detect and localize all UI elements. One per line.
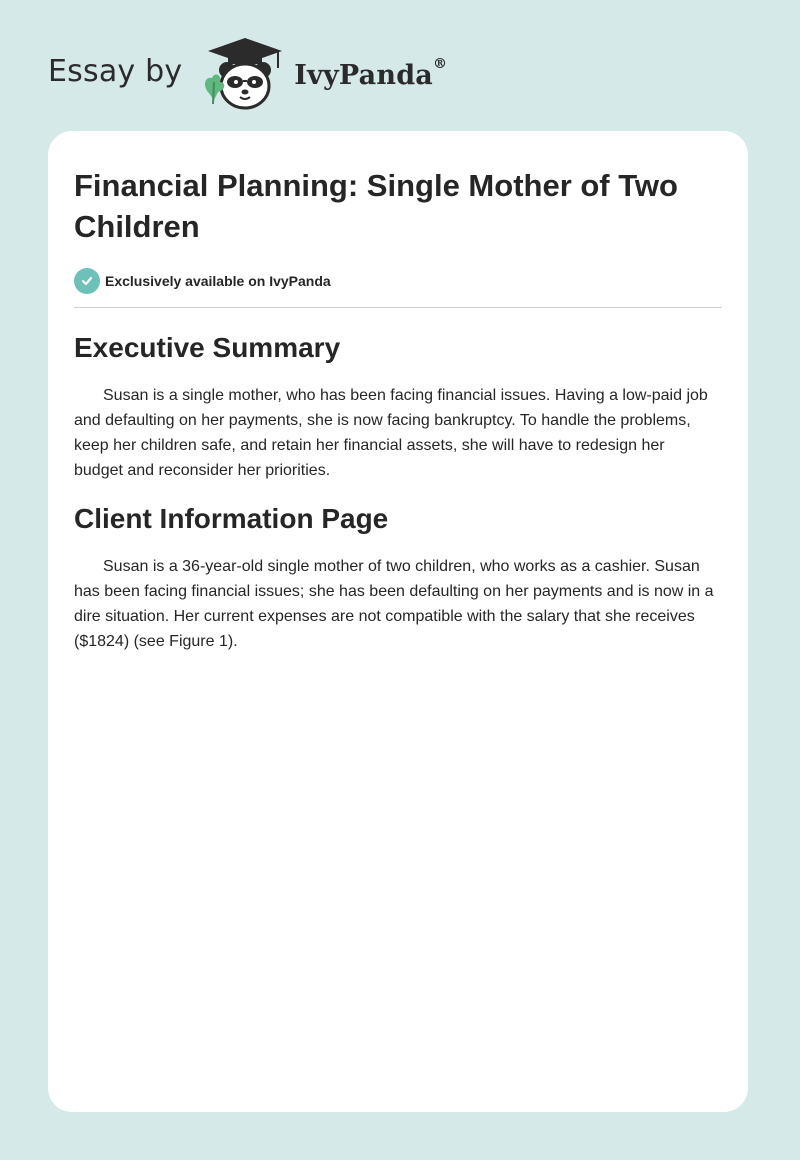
title-divider <box>74 307 722 308</box>
executive-summary-paragraph: Susan is a single mother, who has been facing financial issues. Having a low-paid job and defaulting on her payments, she is now facing bankruptcy. To handle the problems, keep her children safe, and retain her financial assets, she will have to redesign her budget and reconsider her priorities. <box>74 387 708 479</box>
section-heading-client-information: Client Information Page <box>74 503 389 534</box>
panda-graduation-cap-logo-icon[interactable] <box>200 34 290 114</box>
exclusive-badge <box>74 268 722 294</box>
brand-name[interactable] <box>294 55 448 91</box>
check-icon <box>74 268 100 294</box>
site-header <box>48 34 447 114</box>
brand-name-text: IvyPanda <box>294 59 433 91</box>
page-title: Financial Planning: Single Mother of Two Children <box>74 168 678 244</box>
essay-by-label: Essay by <box>48 53 183 89</box>
exclusive-badge-text: Exclusively available on IvyPanda <box>105 273 331 289</box>
section-heading-executive-summary: Executive Summary <box>74 332 341 363</box>
essay-card <box>48 131 748 1112</box>
registered-mark: ® <box>432 55 448 72</box>
client-information-paragraph: Susan is a 36-year-old single mother of two children, who works as a cashier. Susan has been facing financial issues; she has been defaulting on her payments and is now in a dire situation. Her current expenses are not compatible with the salary that she receives ($1824) (see Figure 1). <box>74 558 714 650</box>
